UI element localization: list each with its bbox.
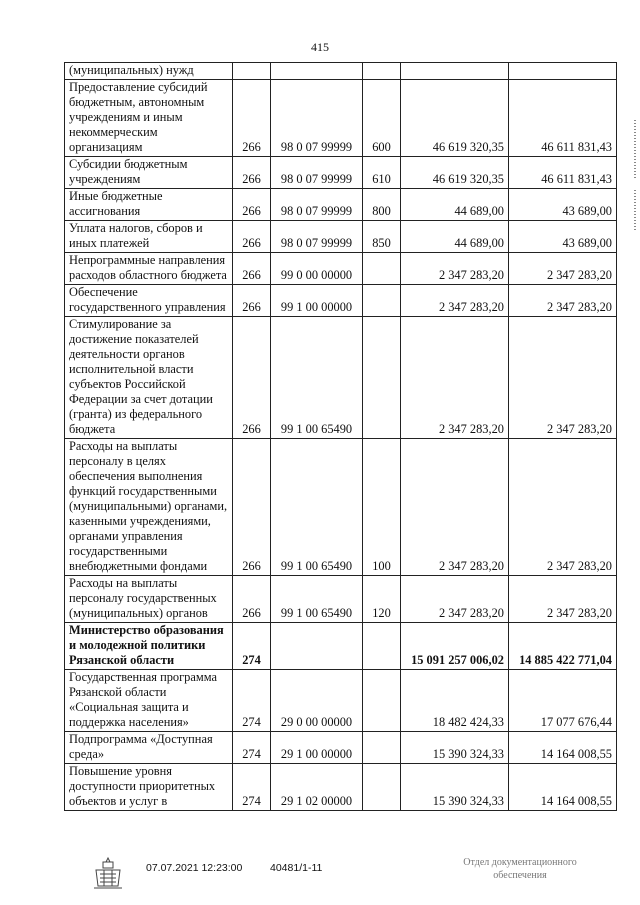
table-row xyxy=(65,221,617,253)
row-amount-1: 2 347 283,20 xyxy=(401,576,509,623)
row-vr: 100 xyxy=(363,439,401,576)
row-csr: 29 1 00 00000 xyxy=(271,732,363,764)
row-vr: 800 xyxy=(363,189,401,221)
footer-department-stamp xyxy=(440,856,600,882)
row-vr xyxy=(363,732,401,764)
row-vr xyxy=(363,63,401,80)
row-vr xyxy=(363,670,401,732)
row-csr xyxy=(271,623,363,670)
row-amount-1: 18 482 424,33 xyxy=(401,670,509,732)
table-row xyxy=(65,670,617,732)
row-name: Повышение уровня доступности приоритетных объектов и услуг в xyxy=(65,764,233,811)
row-amount-2: 2 347 283,20 xyxy=(509,439,617,576)
row-csr: 98 0 07 99999 xyxy=(271,157,363,189)
footer-datetime: 07.07.2021 12:23:00 xyxy=(146,862,243,874)
row-name: Предоставление субсидий бюджетным, автономным учреждениям и иным некоммерческим организациям xyxy=(65,80,233,157)
table-row xyxy=(65,253,617,285)
row-amount-2: 14 164 008,55 xyxy=(509,732,617,764)
row-csr xyxy=(271,63,363,80)
row-amount-2: 2 347 283,20 xyxy=(509,317,617,439)
row-code: 266 xyxy=(233,439,271,576)
table-row xyxy=(65,732,617,764)
row-amount-1: 2 347 283,20 xyxy=(401,439,509,576)
row-csr: 99 1 00 65490 xyxy=(271,317,363,439)
row-amount-1 xyxy=(401,63,509,80)
page-number: 415 xyxy=(311,40,329,54)
row-amount-1: 46 619 320,35 xyxy=(401,80,509,157)
footer-doc-number: 40481/1-11 xyxy=(270,862,323,874)
row-csr: 98 0 07 99999 xyxy=(271,189,363,221)
row-name: Расходы на выплаты персоналу в целях обеспечения выполнения функций государственными (муниципальными) органами, казенными учреждениями, органами управления государственными внебюджетными фондами xyxy=(65,439,233,576)
row-vr xyxy=(363,285,401,317)
row-code: 266 xyxy=(233,221,271,253)
row-amount-2 xyxy=(509,63,617,80)
row-amount-1: 2 347 283,20 xyxy=(401,317,509,439)
row-name: (муниципальных) нужд xyxy=(65,63,233,80)
row-vr xyxy=(363,317,401,439)
row-amount-2: 2 347 283,20 xyxy=(509,253,617,285)
row-amount-1: 44 689,00 xyxy=(401,189,509,221)
budget-table xyxy=(64,62,617,811)
row-name: Подпрограмма «Доступная среда» xyxy=(65,732,233,764)
row-name: Расходы на выплаты персоналу государственных (муниципальных) органов xyxy=(65,576,233,623)
row-vr: 610 xyxy=(363,157,401,189)
table-row xyxy=(65,80,617,157)
row-code: 274 xyxy=(233,670,271,732)
row-name: Обеспечение государственного управления xyxy=(65,285,233,317)
row-vr: 120 xyxy=(363,576,401,623)
scan-edge-mark xyxy=(634,190,636,230)
row-vr: 850 xyxy=(363,221,401,253)
row-vr xyxy=(363,764,401,811)
row-amount-2: 2 347 283,20 xyxy=(509,576,617,623)
row-name: Непрограммные направления расходов областного бюджета xyxy=(65,253,233,285)
scan-edge-mark xyxy=(634,120,636,180)
row-code: 266 xyxy=(233,157,271,189)
row-csr: 98 0 07 99999 xyxy=(271,221,363,253)
row-code: 274 xyxy=(233,623,271,670)
row-code: 266 xyxy=(233,317,271,439)
row-csr: 29 1 02 00000 xyxy=(271,764,363,811)
row-amount-2: 46 611 831,43 xyxy=(509,157,617,189)
row-csr: 29 0 00 00000 xyxy=(271,670,363,732)
row-csr: 99 1 00 65490 xyxy=(271,439,363,576)
row-amount-1: 46 619 320,35 xyxy=(401,157,509,189)
row-vr: 600 xyxy=(363,80,401,157)
row-amount-1: 2 347 283,20 xyxy=(401,253,509,285)
row-amount-1: 2 347 283,20 xyxy=(401,285,509,317)
table-row xyxy=(65,623,617,670)
table-row xyxy=(65,285,617,317)
row-amount-2: 2 347 283,20 xyxy=(509,285,617,317)
table-row xyxy=(65,189,617,221)
row-code xyxy=(233,63,271,80)
row-code: 274 xyxy=(233,732,271,764)
emblem-icon xyxy=(92,856,124,890)
row-amount-1: 15 091 257 006,02 xyxy=(401,623,509,670)
table-row xyxy=(65,157,617,189)
row-csr: 99 1 00 00000 xyxy=(271,285,363,317)
footer-department-line1: Отдел документационного xyxy=(463,857,577,868)
row-amount-1: 15 390 324,33 xyxy=(401,764,509,811)
row-csr: 98 0 07 99999 xyxy=(271,80,363,157)
row-amount-2: 17 077 676,44 xyxy=(509,670,617,732)
row-name: Министерство образования и молодежной политики Рязанской области xyxy=(65,623,233,670)
row-name: Субсидии бюджетным учреждениям xyxy=(65,157,233,189)
row-csr: 99 1 00 65490 xyxy=(271,576,363,623)
row-amount-2: 14 885 422 771,04 xyxy=(509,623,617,670)
table-row xyxy=(65,576,617,623)
row-name: Государственная программа Рязанской области «Социальная защита и поддержка населения» xyxy=(65,670,233,732)
budget-table-body xyxy=(65,63,617,811)
row-name: Стимулирование за достижение показателей деятельности органов исполнительной власти субъектов Российской Федерации за счет дотации (гранта) из федерального бюджета xyxy=(65,317,233,439)
page-footer xyxy=(0,856,640,896)
row-code: 266 xyxy=(233,80,271,157)
row-vr xyxy=(363,623,401,670)
row-amount-2: 43 689,00 xyxy=(509,221,617,253)
row-csr: 99 0 00 00000 xyxy=(271,253,363,285)
row-code: 266 xyxy=(233,253,271,285)
row-amount-2: 46 611 831,43 xyxy=(509,80,617,157)
table-row xyxy=(65,764,617,811)
row-amount-1: 44 689,00 xyxy=(401,221,509,253)
table-row xyxy=(65,317,617,439)
row-name: Иные бюджетные ассигнования xyxy=(65,189,233,221)
row-name: Уплата налогов, сборов и иных платежей xyxy=(65,221,233,253)
row-amount-2: 14 164 008,55 xyxy=(509,764,617,811)
row-code: 266 xyxy=(233,285,271,317)
table-row xyxy=(65,63,617,80)
row-code: 266 xyxy=(233,189,271,221)
row-vr xyxy=(363,253,401,285)
footer-department-line2: обеспечения xyxy=(493,870,547,881)
table-row xyxy=(65,439,617,576)
row-code: 266 xyxy=(233,576,271,623)
row-code: 274 xyxy=(233,764,271,811)
row-amount-1: 15 390 324,33 xyxy=(401,732,509,764)
row-amount-2: 43 689,00 xyxy=(509,189,617,221)
